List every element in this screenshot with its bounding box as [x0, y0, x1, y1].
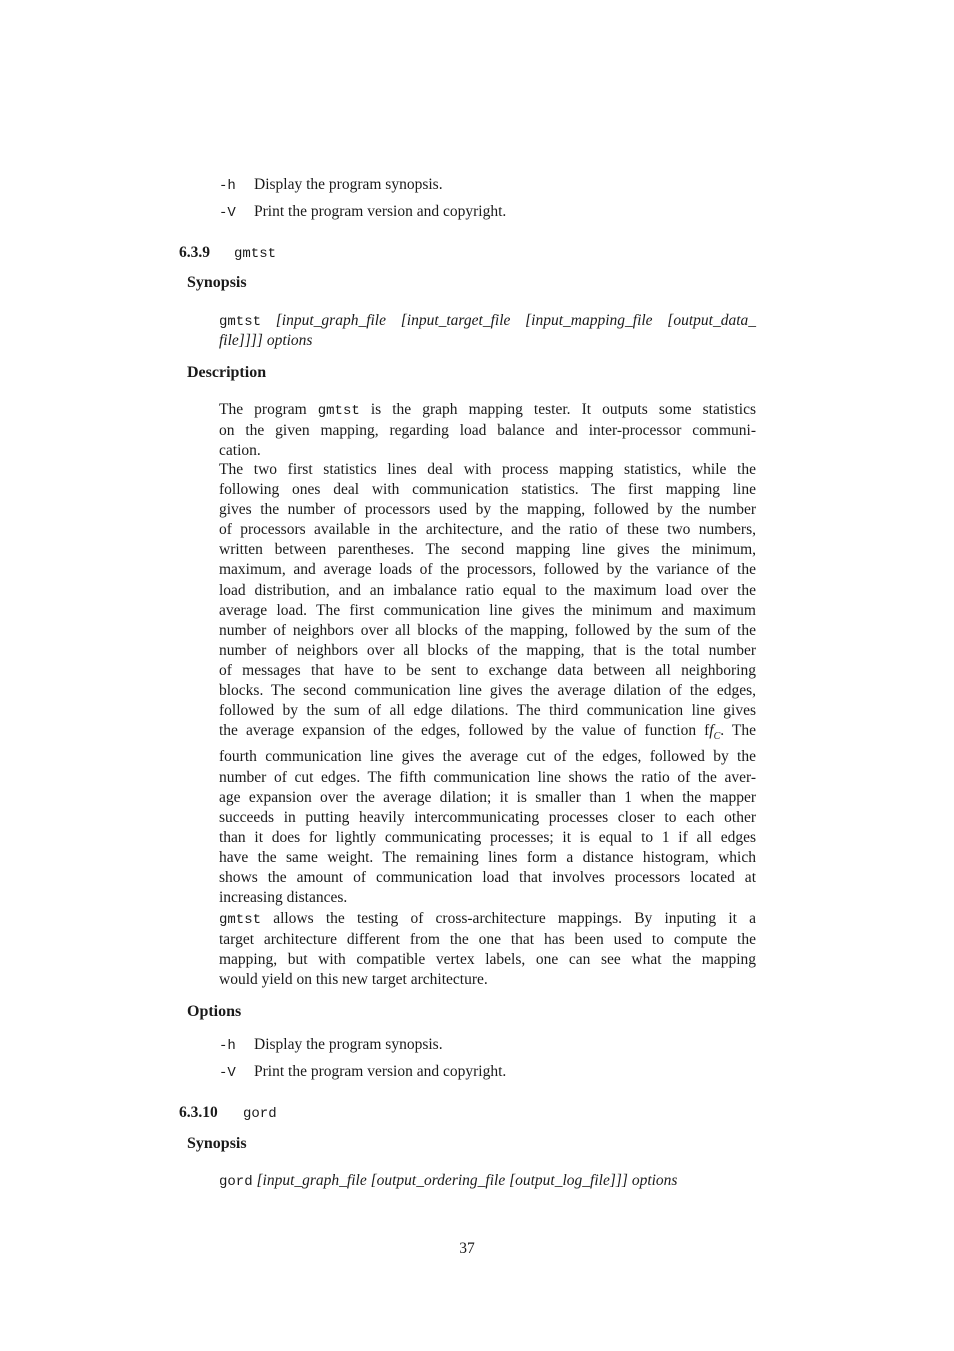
- fc-subscript: C: [713, 731, 721, 743]
- text-line: number of neighbors over all blocks of the mapping, followed by the sum of the: [219, 621, 756, 639]
- text-line: number of neighbors over all blocks of the mapping, that is the total number: [219, 641, 756, 659]
- text-line: load distribution, and an imbalance ratio equal to the maximum load over the: [219, 581, 756, 599]
- synopsis-options: options: [266, 332, 313, 349]
- option-flag: -V: [219, 1065, 236, 1081]
- option-text: Display the program synopsis.: [254, 176, 443, 193]
- synopsis-command: gord: [219, 1174, 253, 1190]
- section-heading-gord: [179, 1104, 277, 1122]
- synopsis-heading-gord: Synopsis: [187, 1135, 247, 1152]
- option-h-top: [219, 175, 443, 196]
- text-line: gmtst allows the testing of cross-architecture mappings. By inputing it a: [219, 910, 756, 928]
- section-heading-gmtst: [179, 244, 276, 262]
- text-line: target architecture different from the one that has been used to compute the: [219, 931, 756, 949]
- option-text: Print the program version and copyright.: [254, 1063, 507, 1080]
- text-line: of processors available in the architecture, and the ratio of these two numbers,: [219, 521, 756, 539]
- text-line: fourth communication line gives the average cut of the edges, followed by the: [219, 748, 756, 766]
- description-heading: Description: [187, 364, 267, 381]
- text-line: have the same weight. The remaining lines form a distance histogram, which: [219, 848, 756, 866]
- text-line: followed by the sum of all edge dilations. The third communication line gives: [219, 702, 756, 720]
- option-flag: -h: [219, 1038, 236, 1054]
- text-line: succeeds in putting heavily intercommunicating processes closer to each other: [219, 808, 756, 826]
- section-command: gord: [243, 1106, 277, 1122]
- synopsis-heading: Synopsis: [187, 274, 247, 291]
- text-line: average load. The first communication line gives the minimum and maximum: [219, 601, 756, 619]
- option-flag: -h: [219, 178, 236, 194]
- option-h: [219, 1035, 443, 1056]
- synopsis-command: gmtst: [219, 314, 262, 330]
- section-number: 6.3.9: [179, 244, 210, 261]
- description-paragraph-1: [219, 400, 756, 461]
- text-line: maximum, and average loads of the processors, followed by the variance of the: [219, 561, 756, 579]
- text-line: written between parentheses. The second mapping line gives the minimum,: [219, 541, 756, 559]
- text-line: The program gmtst is the graph mapping tester. It outputs some statistics: [219, 401, 756, 419]
- text-line: than it does for lightly communicating processes; it is equal to 1 if all edges: [219, 828, 756, 846]
- text-line: age expansion over the average dilation; it is smaller than 1 when the mapper: [219, 788, 756, 806]
- inline-command: gmtst: [317, 403, 360, 419]
- option-v-top: [219, 202, 506, 223]
- text-line: number of cut edges. The fifth communication line shows the ratio of the aver-: [219, 768, 756, 786]
- text-line: following ones deal with communication statistics. The first mapping line: [219, 481, 756, 499]
- section-number: 6.3.10: [179, 1104, 218, 1121]
- synopsis-gord: [219, 1171, 677, 1192]
- inline-command: gmtst: [219, 912, 262, 928]
- description-paragraph-3: [219, 909, 756, 990]
- text-line: on the given mapping, regarding load balance and inter-processor communi-: [219, 422, 756, 440]
- text-line: would yield on this new target architecture.: [219, 971, 488, 989]
- synopsis-args: [input_graph_file [output_ordering_file [output_log_file]]]: [256, 1172, 628, 1189]
- synopsis-options: options: [631, 1172, 678, 1189]
- description-paragraph-2: [219, 460, 756, 908]
- text-line: mapping, but with compatible vertex labels, one can see what the mapping: [219, 951, 756, 969]
- synopsis-line-2: [219, 331, 312, 351]
- text-line: The two first statistics lines deal with process mapping statistics, while the: [219, 461, 756, 478]
- synopsis-args: [input_graph_file [input_target_file [input_mapping_file [output_data_: [275, 312, 757, 329]
- text-line-fc: the average expansion of the edges, followed by the value of function $ff_C$. The: [219, 722, 756, 743]
- options-heading: Options: [187, 1003, 242, 1020]
- option-v: [219, 1062, 506, 1083]
- text-line: of messages that have to be sent to exchange data between all neighboring: [219, 661, 756, 679]
- text-line: shows the amount of communication load that involves processors located at: [219, 868, 756, 886]
- synopsis-args-cont: file]]]]: [219, 332, 263, 349]
- text-line: cation.: [219, 442, 261, 460]
- text-line: increasing distances.: [219, 889, 348, 907]
- option-flag: -V: [219, 205, 236, 221]
- text-line: gives the number of processors used by the mapping, followed by the number: [219, 501, 756, 519]
- option-text: Display the program synopsis.: [254, 1036, 443, 1053]
- section-command: gmtst: [234, 246, 277, 262]
- synopsis-line-1: [219, 311, 756, 332]
- text-line: blocks. The second communication line gives the average dilation of the edges,: [219, 682, 756, 700]
- option-text: Print the program version and copyright.: [254, 203, 507, 220]
- page-number: 37: [459, 1240, 475, 1257]
